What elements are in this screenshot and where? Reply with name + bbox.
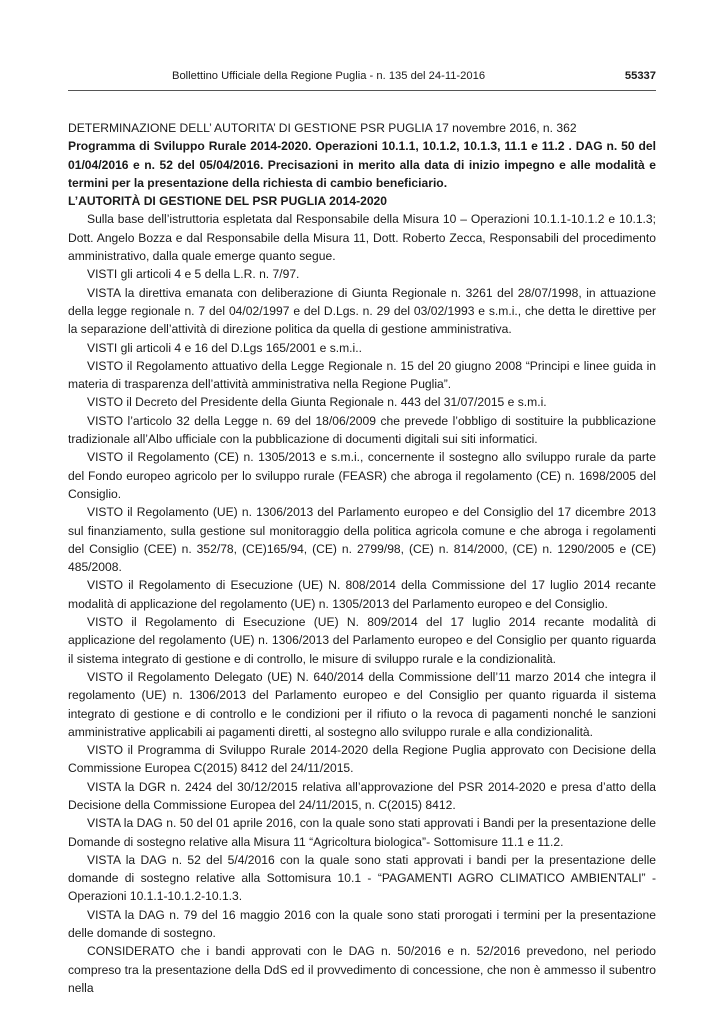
paragraph: VISTO il Regolamento (CE) n. 1305/2013 e s.m.i., concernente il sostegno allo sviluppo rurale da parte del Fondo europeo agricolo per lo sviluppo rurale (FEASR) che abroga il regolamento (CE) n. 1698/2005 del Consiglio. [68,450,656,501]
paragraph: VISTA la DAG n. 79 del 16 maggio 2016 con la quale sono stati prorogati i termini per la presentazione delle domande di sostegno. [68,907,656,941]
paragraph: VISTO l’articolo 32 della Legge n. 69 del 18/06/2009 che prevede l’obbligo di sostituire la pubblicazione tradizionale all’Albo ufficiale con la pubblicazione di documenti digitali sui siti informatici. [68,413,656,447]
paragraph: VISTO il Regolamento attuativo della Legge Regionale n. 15 del 20 giugno 2008 “Principi e linee guida in materia di trasparenza dell’attività amministrativa nella Regione Puglia”. [68,358,656,392]
authority-heading: L’AUTORITÀ DI GESTIONE DEL PSR PUGLIA 2014-2020 [68,194,387,209]
paragraph: VISTO il Programma di Sviluppo Rurale 2014-2020 della Regione Puglia approvato con Decisione della Commissione Europea C(2015) 8412 del 24/11/2015. [68,743,656,776]
paragraph: VISTI gli articoli 4 e 5 della L.R. n. 7/97. [87,267,300,282]
paragraph: CONSIDERATO che i bandi approvati con le DAG n. 50/2016 e n. 52/2016 prevedono, nel periodo compreso tra la presentazione della DdS ed il provvedimento di concessione, che non è ammesso il subentro nella [68,944,656,995]
paragraph: VISTO il Regolamento (UE) n. 1306/2013 del Parlamento europeo e del Consiglio del 17 dicembre 2013 sul finanziamento, sulla gestione sul monitoraggio della politica agricola comune e che abroga i regolamenti del Consiglio (CEE) n. 352/78, (CE)165/94, (CE) n. 2799/98, (CE) n. 814/2000, (CE) n. 1290/2005 e (CE) 485/2008. [68,505,656,575]
paragraph: VISTA la DAG n. 52 del 5/4/2016 con la quale sono stati approvati i bandi per la presentazione delle domande di sostegno relative alla Sottomisura 10.1 - “PAGAMENTI AGRO CLIMATICO AMBIENTALI” - Operazioni 10.1.1-10.1.2-10.1.3. [68,852,656,904]
paragraph: VISTO il Decreto del Presidente della Giunta Regionale n. 443 del 31/07/2015 e s.m.i. [87,395,547,410]
paragraph: VISTO il Regolamento di Esecuzione (UE) N. 809/2014 del 17 luglio 2014 recante modalità di applicazione del regolamento (UE) n. 1306/2013 del Parlamento europeo e del Consiglio per quanto riguarda il sistema integrato di gestione e di controllo, le misure di sviluppo rurale e la condizionalità. [68,615,656,666]
paragraph: Sulla base dell’istruttoria espletata dal Responsabile della Misura 10 – Operazioni 10.1.1-10.1.2 e 10.1.3; Dott. Angelo Bozza e dal Responsabile della Misura 11, Dott. Roberto Zecca, Responsabili del procedimento amministrativo, dalla quale emerge quanto segue. [68,212,656,264]
determination-title: DETERMINAZIONE DELL’ AUTORITA’ DI GESTIONE PSR PUGLIA 17 novembre 2016, n. 362 [68,121,577,135]
paragraph: VISTO il Regolamento Delegato (UE) N. 640/2014 della Commissione dell’11 marzo 2014 che integra il regolamento (UE) n. 1306/2013 del Parlamento europeo e del Consiglio per quanto riguarda il sistema integrato di gestione e di controllo e le condizioni per il rifiuto o la revoca di pagamenti nonché le sanzioni amministrative applicabili ai pagamenti diretti, al sostegno allo sviluppo rurale e alla condizionalità. [68,669,656,739]
paragraph: VISTI gli articoli 4 e 16 del D.Lgs 165/2001 e s.m.i.. [87,340,362,355]
paragraph: VISTO il Regolamento di Esecuzione (UE) N. 808/2014 della Commissione del 17 luglio 2014 recante modalità di applicazione del regolamento (UE) n. 1305/2013 del Parlamento europeo e del Consiglio. [68,578,656,611]
document-body [68,119,656,997]
paragraph: VISTA la direttiva emanata con deliberazione di Giunta Regionale n. 3261 del 28/07/1998, in attuazione della legge regionale n. 7 del 04/02/1997 e del D.Lgs. n. 29 del 03/02/1993 e s.m.i., che detta le direttive per la separazione dell’attività di direzione politica da quella di gestione amministrativa. [68,285,656,337]
determination-subject: Programma di Sviluppo Rurale 2014-2020. Operazioni 10.1.1, 10.1.2, 10.1.3, 11.1 e 11.2 . DAG n. 50 del 01/04/2016 e n. 52 del 05/04/2016. Precisazioni in merito alla data di inizio impegno e alle modalità e termini per la presentazione della richiesta di cambio beneficiario. [68,139,656,190]
paragraph: VISTA la DAG n. 50 del 01 aprile 2016, con la quale sono stati approvati i Bandi per la presentazione delle Domande di sostegno relative alla Misura 11 “Agricoltura biologica”- Sottomisure 11.1 e 11.2. [68,816,656,849]
page-header [68,68,656,91]
page-number: 55337 [624,70,656,82]
paragraph: VISTA la DGR n. 2424 del 30/12/2015 relativa all’approvazione del PSR 2014-2020 e presa d’atto della Decisione della Commissione Europea del 24/11/2015, n. C(2015) 8412. [68,779,656,812]
bulletin-title: Bollettino Ufficiale della Regione Puglia - n. 135 del 24-11-2016 [172,70,486,82]
